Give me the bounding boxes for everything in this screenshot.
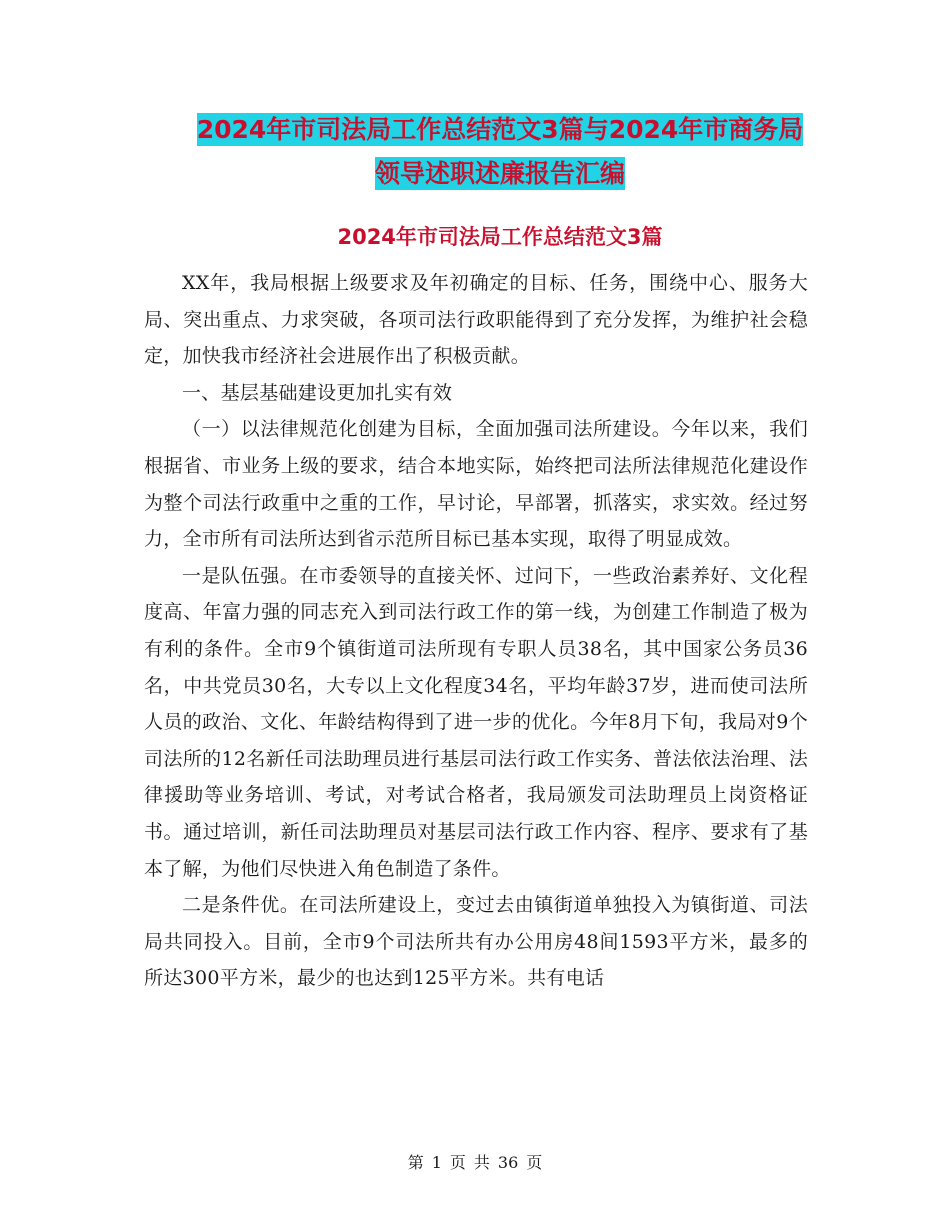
footer-total-prefix: 共 (473, 1153, 490, 1172)
main-title-line-1 (140, 112, 860, 148)
section-title: 2024年市司法局工作总结范文3篇 (337, 225, 663, 249)
page-footer (0, 1150, 950, 1173)
footer-page-prefix: 第 (407, 1153, 424, 1172)
main-title-line-1-text: 2024年市司法局工作总结范文3篇与2024年市商务局 (196, 115, 804, 144)
document-body (144, 265, 808, 997)
paragraph-heading-1: 一、基层基础建设更加扎实有效 (182, 381, 453, 404)
footer-total-pages: 36 (497, 1153, 519, 1172)
footer-current-page: 1 (431, 1153, 442, 1172)
paragraph-intro: XX年，我局根据上级要求及年初确定的目标、任务，围绕中心、服务大局、突出重点、力求突破，各项司法行政职能得到了充分发挥，为维护社会稳定，加快我市经济社会进展作出了积极贡献。 (144, 272, 808, 368)
footer-page-label: 页 (449, 1153, 466, 1172)
main-title-line-2-text: 领导述职述廉报告汇编 (374, 159, 625, 188)
paragraph-team-strength: 一是队伍强。在市委领导的直接关怀、过问下，一些政治素养好、文化程度高、年富力强的同志充入到司法行政工作的第一线，为创建工作制造了极为有利的条件。全市9个镇街道司法所现有专职人员38名，其中国家公务员36名，中共党员30名，大专以上文化程度34名，平均年龄37岁，进而使司法所人员的政治、文化、年龄结构得到了进一步的优化。今年8月下旬，我局对9个司法所的12名新任司法助理员进行基层司法行政工作实务、普法依法治理、法律援助等业务培训、考试，对考试合格者，我局颁发司法助理员上岗资格证书。通过培训，新任司法助理员对基层司法行政工作内容、程序、要求有了基本了解，为他们尽快进入角色制造了条件。 (144, 564, 808, 880)
paragraph-conditions: 二是条件优。在司法所建设上，变过去由镇街道单独投入为镇街道、司法局共同投入。目前，全市9个司法所共有办公用房48间1593平方米，最多的所达300平方米，最少的也达到125平方米。共有电话 (144, 894, 808, 990)
footer-page-suffix: 页 (526, 1153, 543, 1172)
paragraph-subsection-1: （一）以法律规范化创建为目标，全面加强司法所建设。今年以来，我们根据省、市业务上级的要求，结合本地实际，始终把司法所法律规范化建设作为整个司法行政重中之重的工作，早讨论，早部署，抓落实，求实效。经过努力，全市所有司法所达到省示范所目标已基本实现，取得了明显成效。 (144, 418, 808, 551)
main-title-line-2 (140, 156, 860, 192)
